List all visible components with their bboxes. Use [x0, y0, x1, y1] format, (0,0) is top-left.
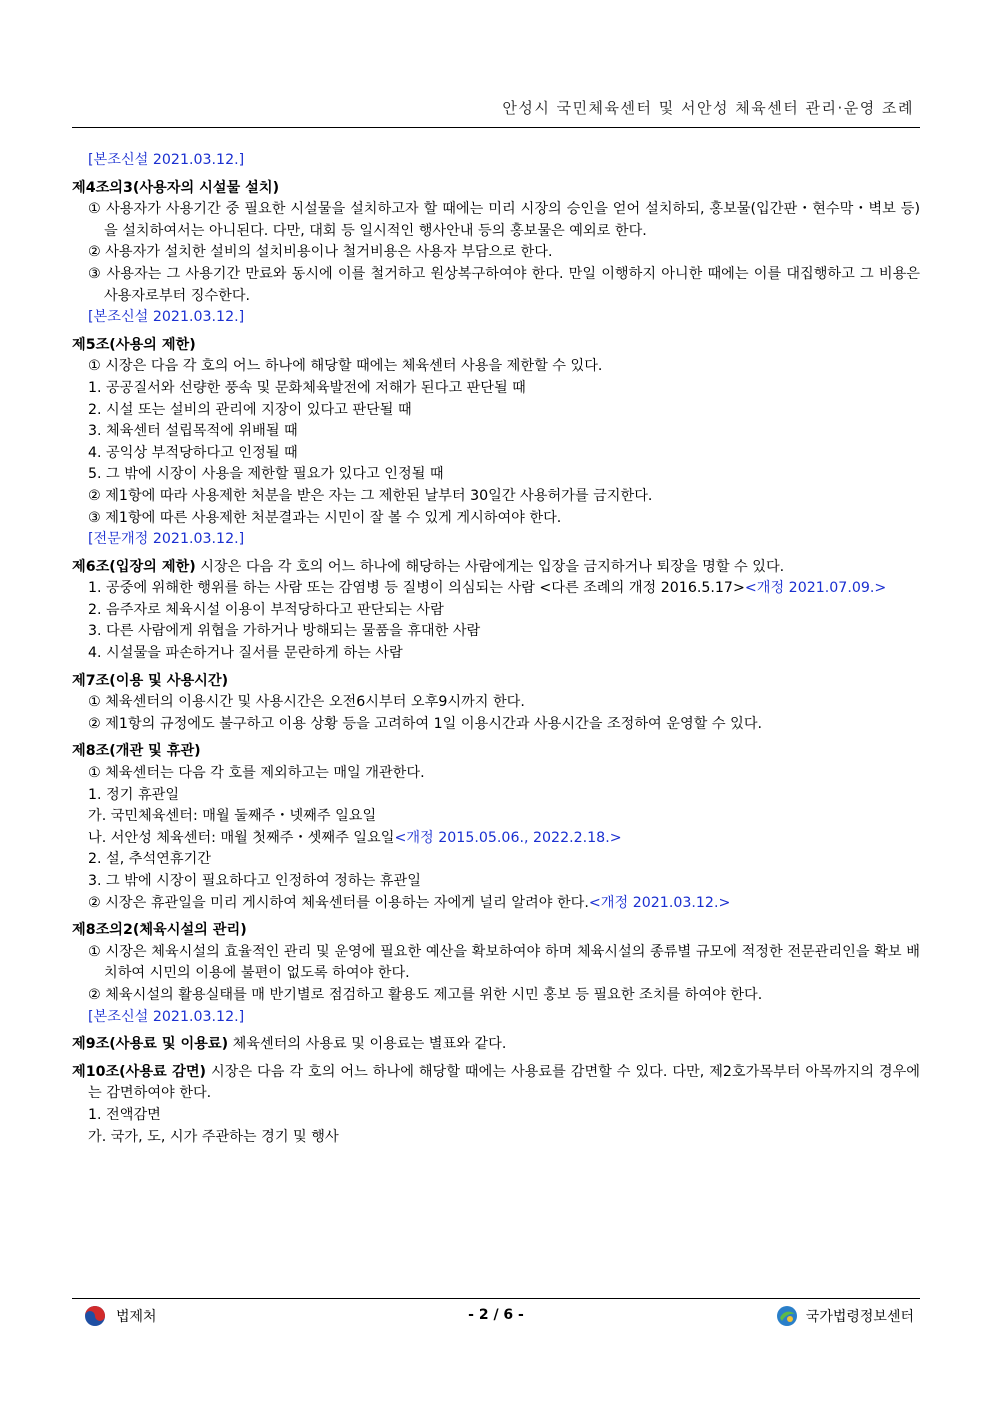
sub-item: 가. 국가, 도, 시가 주관하는 경기 및 행사	[88, 1128, 339, 1145]
article-title: 제8조의2(체육시설의 관리)	[72, 922, 247, 939]
sub-item	[72, 828, 920, 850]
list-item: 1. 전액감면	[88, 1106, 161, 1123]
paragraph: ② 사용자가 설치한 설비의 설치비용이나 철거비용은 사용자 부담으로 한다.	[88, 244, 553, 261]
paragraph: ② 제1항의 규정에도 불구하고 이용 상황 등을 고려하여 1일 이용시간과 사용시간을 조정하여 운영할 수 있다.	[88, 715, 763, 732]
article-title: 제5조(사용의 제한)	[72, 336, 196, 353]
amendment-note: [본조신설 2021.03.12.]	[88, 1008, 245, 1025]
article-block	[72, 1034, 920, 1056]
list-item: 3. 다른 사람에게 위협을 가하거나 방해되는 물품을 휴대한 사람	[88, 623, 481, 640]
article-title: 제6조(입장의 제한)	[72, 558, 196, 575]
list-item: 1. 정기 휴관일	[88, 786, 180, 803]
article-text: 체육센터의 사용료 및 이용료는 별표와 같다.	[228, 1036, 507, 1053]
list-item: 2. 설, 추석연휴기간	[88, 851, 212, 868]
amendment-note: <개정 2021.03.12.>	[588, 894, 731, 911]
paragraph	[72, 893, 920, 915]
footer-divider	[72, 1298, 920, 1299]
article-title: 제7조(이용 및 사용시간)	[72, 672, 229, 689]
paragraph-text: ② 시장은 휴관일을 미리 게시하여 체육센터를 이용하는 자에게 널리 알려야 한다.	[88, 894, 589, 911]
article-block	[72, 1062, 920, 1105]
amendment-note: [본조신설 2021.03.12.]	[88, 309, 245, 326]
article-block	[72, 557, 920, 579]
article-text: 시장은 다음 각 호의 어느 하나에 해당할 때에는 사용료를 감면할 수 있다. 다만, 제2호가목부터 아목까지의 경우에는 감면하여야 한다.	[88, 1063, 920, 1102]
sub-item-text: 나. 서안성 체육센터: 매월 첫째주・셋째주 일요일	[88, 829, 395, 846]
list-item	[72, 578, 920, 600]
list-item: 4. 공익상 부적당하다고 인정될 때	[88, 444, 298, 461]
footer-right-label: 국가법령정보센터	[805, 1309, 914, 1325]
article-text: 시장은 다음 각 호의 어느 하나에 해당하는 사람에게는 입장을 금지하거나 퇴장을 명할 수 있다.	[195, 558, 785, 575]
list-item: 2. 시설 또는 설비의 관리에 지장이 있다고 판단될 때	[88, 401, 412, 418]
paragraph: ① 시장은 다음 각 호의 어느 하나에 해당할 때에는 체육센터 사용을 제한할 수 있다.	[88, 358, 603, 375]
paragraph: ② 체육시설의 활용실태를 매 반기별로 점검하고 활용도 제고를 위한 시민 홍보 등 필요한 조치를 하여야 한다.	[88, 986, 763, 1003]
globe-icon	[776, 1305, 798, 1327]
document-body	[72, 150, 920, 1148]
header-divider	[72, 127, 920, 128]
sub-item: 가. 국민체육센터: 매월 둘째주・넷째주 일요일	[88, 808, 377, 825]
list-item: 3. 그 밖에 시장이 필요하다고 인정하여 정하는 휴관일	[88, 873, 421, 889]
amendment-note: [전문개정 2021.03.12.]	[88, 531, 245, 548]
paragraph: ① 사용자가 사용기간 중 필요한 시설물을 설치하고자 할 때에는 미리 시장의 승인을 얻어 설치하되, 홍보물(입간판・현수막・벽보 등)을 설치하여서는 아니된다. 다만, 대회 등 일시적인 행사안내 등의 홍보물은 예외로 한다.	[88, 201, 920, 239]
paragraph: ① 체육센터는 다음 각 호를 제외하고는 매일 개관한다.	[88, 765, 425, 782]
list-item-text: 1. 공중에 위해한 행위를 하는 사람 또는 감염병 등 질병이 의심되는 사람 <다른 조례의 개정 2016.5.17>	[88, 580, 745, 597]
amendment-note: <개정 2015.05.06., 2022.2.18.>	[394, 829, 622, 846]
article-title: 제9조(사용료 및 이용료)	[72, 1036, 229, 1053]
article-title: 제10조(사용료 감면)	[72, 1063, 207, 1080]
article-title: 제8조(개관 및 휴관)	[72, 743, 201, 760]
paragraph: ① 체육센터의 이용시간 및 사용시간은 오전6시부터 오후9시까지 한다.	[88, 694, 525, 711]
paragraph: ② 제1항에 따라 사용제한 처분을 받은 자는 그 제한된 날부터 30일간 사용허가를 금지한다.	[88, 487, 653, 504]
paragraph: ③ 제1항에 따른 사용제한 처분결과는 시민이 잘 볼 수 있게 게시하여야 한다.	[88, 509, 562, 526]
paragraph: ③ 사용자는 그 사용기간 만료와 동시에 이를 철거하고 원상복구하여야 한다. 만일 이행하지 아니한 때에는 이를 대집행하고 그 비용은 사용자로부터 징수한다.	[88, 265, 920, 304]
article-title: 제4조의3(사용자의 시설물 설치)	[72, 179, 280, 196]
list-item: 3. 체육센터 설립목적에 위배될 때	[88, 423, 298, 440]
amendment-note: <개정 2021.07.09.>	[744, 580, 887, 597]
amendment-note: [본조신설 2021.03.12.]	[88, 152, 245, 168]
list-item: 5. 그 밖에 시장이 사용을 제한할 필요가 있다고 인정될 때	[88, 466, 444, 483]
list-item: 1. 공공질서와 선량한 풍속 및 문화체육발전에 저해가 된다고 판단될 때	[88, 379, 526, 396]
paragraph: ① 시장은 체육시설의 효율적인 관리 및 운영에 필요한 예산을 확보하여야 하며 체육시설의 종류별 규모에 적정한 전문관리인을 확보 배치하여 시민의 이용에 불편이 없도록 하여야 한다.	[88, 943, 920, 982]
list-item: 4. 시설물을 파손하거나 질서를 문란하게 하는 사람	[88, 645, 403, 662]
document-header-title: 안성시 국민체육센터 및 서안성 체육센터 관리·운영 조례	[502, 99, 914, 117]
page-number: - 2 / 6 -	[468, 1307, 524, 1323]
footer-left-label: 법제처	[116, 1309, 157, 1325]
list-item: 2. 음주자로 체육시설 이용이 부적당하다고 판단되는 사람	[88, 601, 444, 618]
footer-center-brand	[776, 1305, 914, 1327]
